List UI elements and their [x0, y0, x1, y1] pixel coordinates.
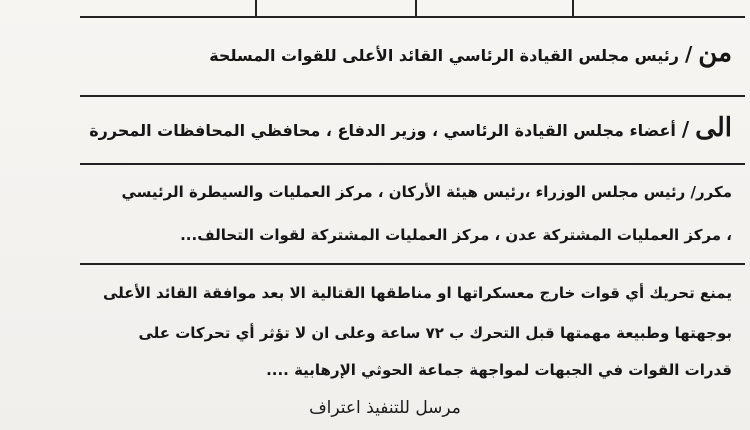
to-slash: / [681, 117, 690, 141]
to-row-rule [80, 163, 745, 165]
from-slash: / [684, 42, 693, 66]
from-label: من [698, 38, 732, 68]
body-line-3: قدرات القوات في الجبهات لمواجهة جماعة الحوثي الإرهابية .... [266, 361, 732, 379]
to-label: الى [695, 113, 732, 143]
body-line-1: يمنع تحريك أي قوات خارج معسكراتها او مناطقها القتالية الا بعد موافقة القائد الأعلى [102, 284, 732, 302]
header-cell-divider-3 [572, 0, 574, 17]
from-line [209, 38, 732, 68]
body-line-2: بوجهتها وطبيعة مهمتها قبل التحرك ب ٧٢ ساعة وعلى ان لا تؤثر أي تحركات على [138, 324, 732, 342]
cc-row-rule [80, 263, 745, 265]
footer-line: مرسل للتنفيذ اعتراف [309, 398, 461, 418]
header-cell-divider-1 [255, 0, 257, 17]
header-bottom-rule [80, 16, 745, 18]
cc-line-2: ، مركز العمليات المشتركة عدن ، مركز العمليات المشتركة لقوات التحالف... [180, 226, 732, 244]
cc-line-1: مكرر/ رئيس مجلس الوزراء ،رئيس هيئة الأركان ، مركز العمليات والسيطرة الرئيسي [121, 183, 732, 201]
header-cell-divider-2 [415, 0, 417, 17]
to-line [89, 113, 732, 143]
from-recipient-text: رئيس مجلس القيادة الرئاسي القائد الأعلى للقوات المسلحة [209, 46, 679, 65]
to-recipient-text: أعضاء مجلس القيادة الرئاسي ، وزير الدفاع ، محافظي المحافظات المحررة [89, 121, 676, 140]
from-row-rule [80, 95, 745, 97]
